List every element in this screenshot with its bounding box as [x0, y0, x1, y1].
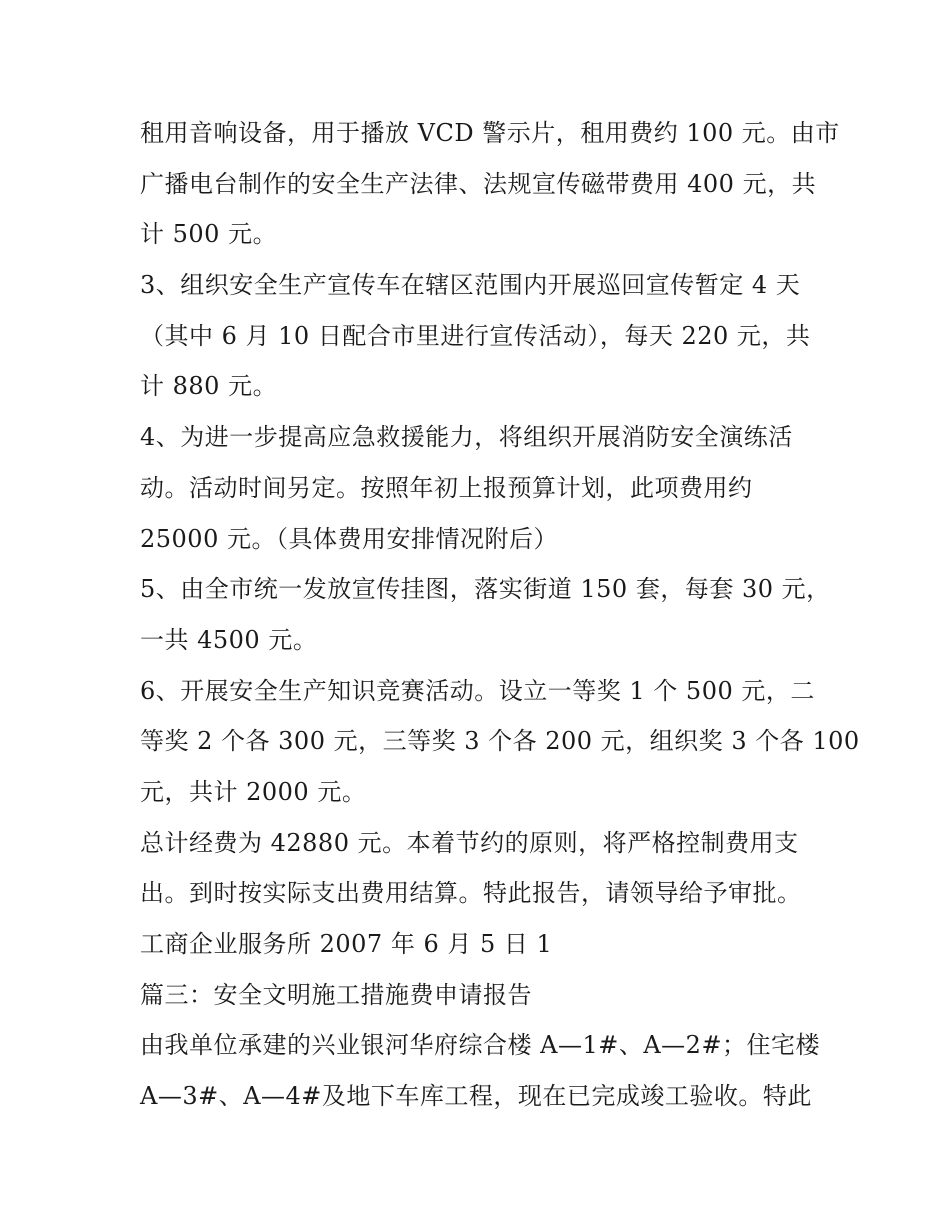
section-heading: 篇三：安全文明施工措施费申请报告 — [140, 980, 532, 1009]
text-line: 租用音响设备，用于播放 VCD 警示片，租用费约 100 元。由市 — [140, 119, 840, 147]
text-line: 25000 元。（具体费用安排情况附后） — [140, 524, 558, 553]
text-line: 动。活动时间另定。按照年初上报预算计划，此项费用约 — [140, 473, 753, 502]
text-line: 6、开展安全生产知识竞赛活动。设立一等奖 1 个 500 元，二 — [140, 676, 815, 705]
text-line: 3、组织安全生产宣传车在辖区范围内开展巡回宣传暂定 4 天 — [140, 271, 801, 300]
text-line: 一共 4500 元。 — [140, 625, 318, 654]
text-line: 5、由全市统一发放宣传挂图，落实街道 150 套，每套 30 元， — [140, 575, 831, 604]
text-line: 出。到时按实际支出费用结算。特此报告，请领导给予审批。 — [140, 879, 802, 908]
text-line: 总计经费为 42880 元。本着节约的原则，将严格控制费用支 — [140, 828, 799, 857]
document-body — [140, 108, 860, 1122]
text-line: 计 880 元。 — [140, 372, 278, 401]
text-line: 等奖 2 个各 300 元，三等奖 3 个各 200 元，组织奖 3 个各 100 — [140, 727, 860, 756]
text-line: （其中 6 月 10 日配合市里进行宣传活动），每天 220 元，共 — [140, 321, 811, 350]
text-line: 4、为进一步提高应急救援能力，将组织开展消防安全演练活 — [140, 423, 793, 452]
signature-line: 工商企业服务所 2007 年 6 月 5 日 1 — [140, 930, 553, 958]
text-line: 由我单位承建的兴业银河华府综合楼 A—1#、A—2#；住宅楼 — [140, 1031, 821, 1060]
text-line: A—3#、A—4#及地下车库工程，现在已完成竣工验收。特此 — [140, 1082, 812, 1111]
text-line: 元，共计 2000 元。 — [140, 777, 367, 806]
text-line: 计 500 元。 — [140, 220, 278, 249]
text-line: 广播电台制作的安全生产法律、法规宣传磁带费用 400 元，共 — [140, 169, 817, 198]
